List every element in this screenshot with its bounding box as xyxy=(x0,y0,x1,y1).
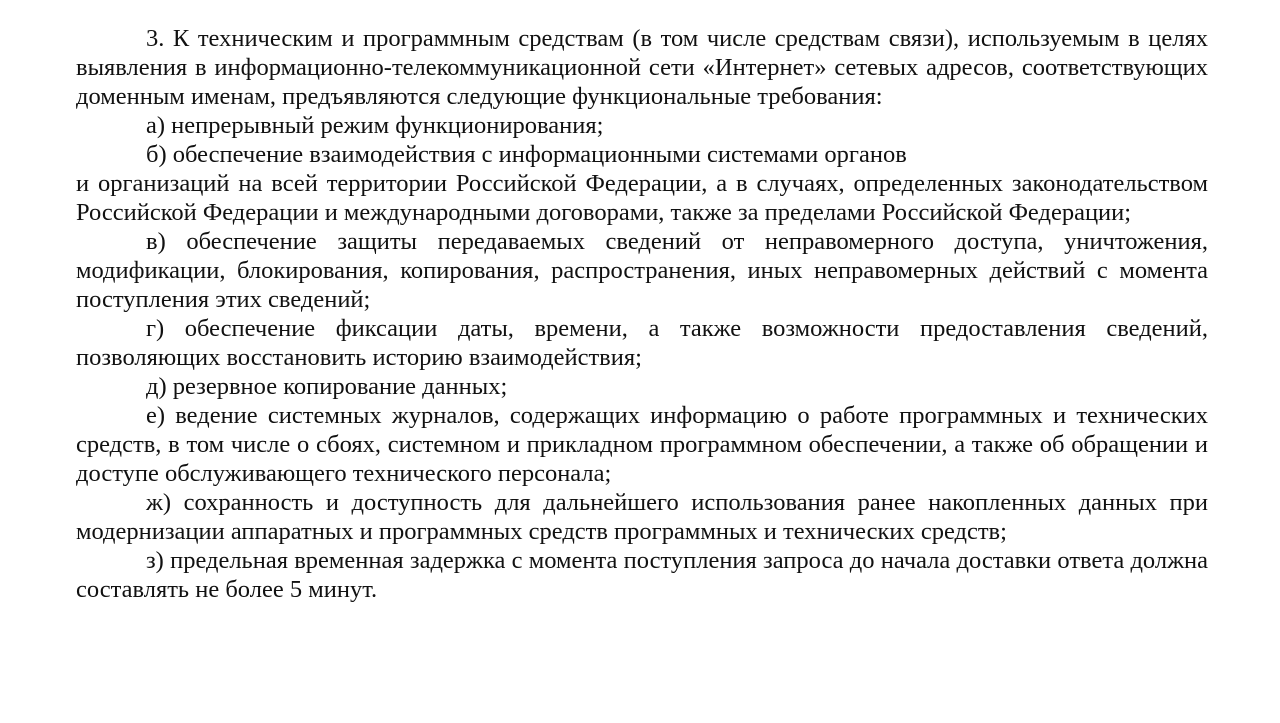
paragraph-item-b-first-line: б) обеспечение взаимодействия с информационными системами органов xyxy=(146,141,907,168)
paragraph-item-d: д) резервное копирование данных; xyxy=(146,373,508,400)
paragraph-item-b xyxy=(76,140,1208,227)
paragraph-item-3: 3. К техническим и программным средствам (в том числе средствам связи), используемым в целях выявления в информационно-телекоммуникационной сети «Интернет» сетевых адресов, соответствующих доменным именам, предъявляются следующие функциональные требования: xyxy=(76,25,1208,110)
paragraph-item-zh: ж) сохранность и доступность для дальнейшего использования ранее накопленных данных при модернизации аппаратных и программных средств программных и технических средств; xyxy=(76,489,1208,545)
paragraph-item-v: в) обеспечение защиты передаваемых сведений от неправомерного доступа, уничтожения, модификации, блокирования, копирования, распространения, иных неправомерных действий с момента поступления этих сведений; xyxy=(76,228,1208,313)
paragraph-item-e: е) ведение системных журналов, содержащих информацию о работе программных и технических средств, в том числе о сбоях, системном и прикладном программном обеспечении, а также об обращении и доступе обслуживающего технического персонала; xyxy=(76,402,1208,487)
paragraph-item-a: а) непрерывный режим функционирования; xyxy=(146,112,604,139)
paragraph-item-b-continuation: и организаций на всей территории Российской Федерации, а в случаях, определенных законодательством Российской Федерации и международными договорами, также за пределами Российской Федерации; xyxy=(76,170,1208,226)
paragraph-item-g: г) обеспечение фиксации даты, времени, а также возможности предоставления сведений, позволяющих восстановить историю взаимодействия; xyxy=(76,315,1208,371)
paragraph-item-z: з) предельная временная задержка с момента поступления запроса до начала доставки ответа должна составлять не более 5 минут. xyxy=(76,547,1208,603)
